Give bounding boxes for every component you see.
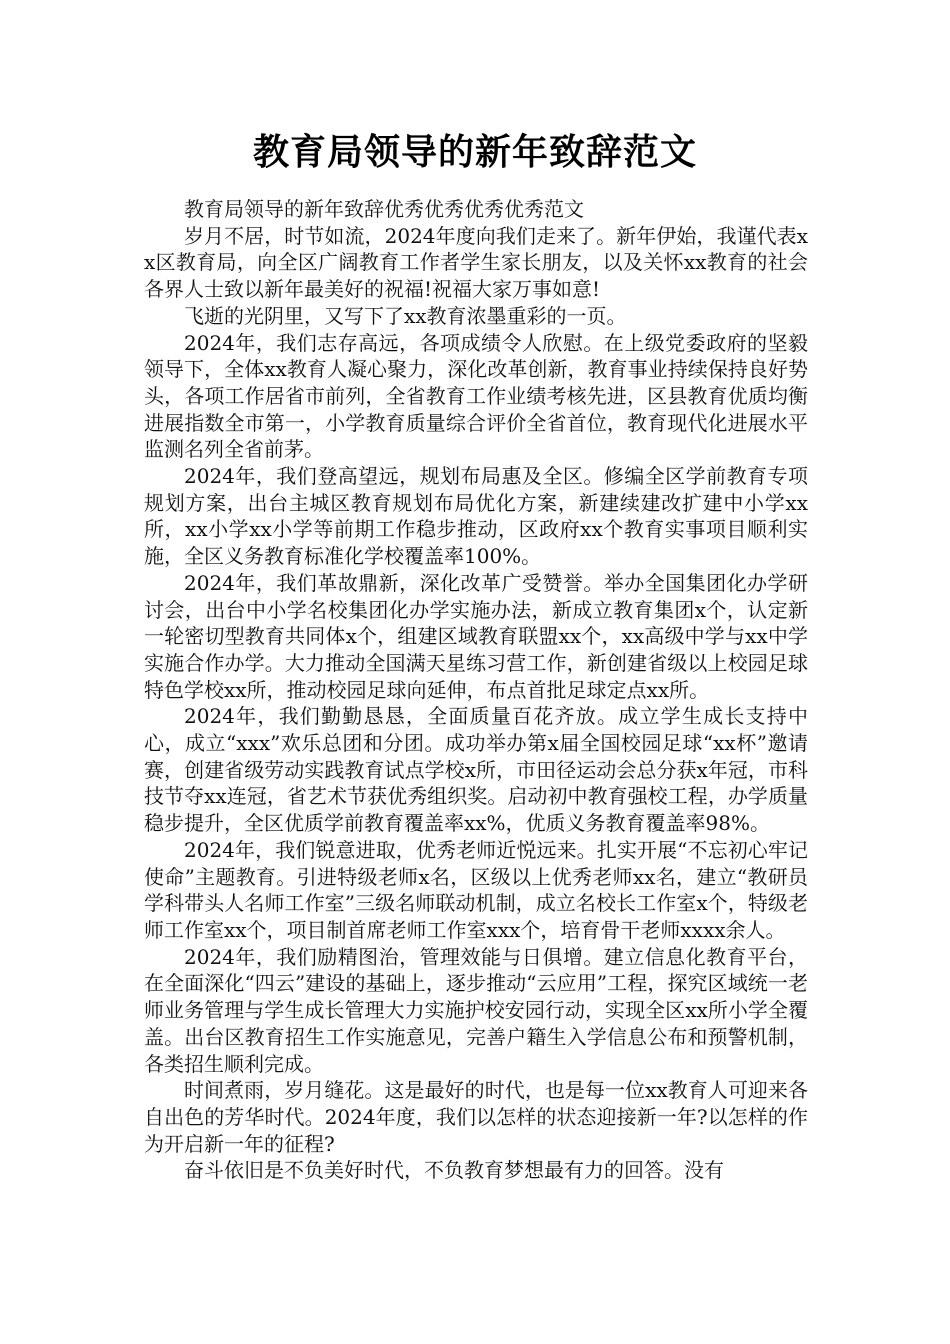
document-title: 教育局领导的新年致辞范文: [252, 132, 697, 173]
paragraph: 2024年，我们勤勤恳恳，全面质量百花齐放。成立学生成长支持中心，成立“xxx”欢乐总团和分团。成功举办第x届全国校园足球“xx杯”邀请赛，创建省级劳动实践教育试点学校x所，市田径运动会总分获x年冠，市科技节夺xx连冠，省艺术节获优秀组织奖。启动初中教育强校工程，办学质量稳步提升，全区优质学前教育覆盖率xx%，优质义务教育覆盖率98%。: [144, 704, 808, 836]
paragraph: 2024年，我们锐意进取，优秀老师近悦远来。扎实开展“不忘初心牢记使命”主题教育。引进特级老师x名，区级以上优秀老师xx名，建立“教研员学科带头人名师工作室”三级名师联动机制，成立名校长工作室x个，特级老师工作室xx个，项目制首席老师工作室xxx个，培育骨干老师xxxx余人。: [144, 837, 808, 942]
paragraph: 2024年，我们登高望远，规划布局惠及全区。修编全区学前教育专项规划方案，出台主城区教育规划布局优化方案，新建续建改扩建中小学xx所，xx小学xx小学等前期工作稳步推动，区政府xx个教育实事项目顺利实施，全区义务教育标准化学校覆盖率100%。: [144, 464, 808, 569]
paragraph: 岁月不居，时节如流，2024年度向我们走来了。新年伊始，我谨代表xx区教育局，向全区广阔教育工作者学生家长朋友，以及关怀xx教育的社会各界人士致以新年最美好的祝福!祝福大家万事如意!: [144, 223, 808, 302]
paragraph: 奋斗依旧是不负美好时代，不负教育梦想最有力的回答。没有: [184, 1158, 724, 1183]
paragraph: 2024年，我们志存高远，各项成绩令人欣慰。在上级党委政府的坚毅领导下，全体xx教育人凝心聚力，深化改革创新，教育事业持续保持良好势头，各项工作居省市前列，全省教育工作业绩考核先进，区县教育优质均衡进展指数全市第一，小学教育质量综合评价全省首位，教育现代化进展水平监测名列全省前茅。: [144, 330, 808, 462]
document-body: [144, 196, 808, 1184]
paragraph: 时间煮雨，岁月缝花。这是最好的时代，也是每一位xx教育人可迎来各自出色的芳华时代。2024年度，我们以怎样的状态迎接新一年?以怎样的作为开启新一年的征程?: [144, 1078, 808, 1156]
paragraph: 2024年，我们励精图治，管理效能与日俱增。建立信息化教育平台，在全面深化“四云”建设的基础上，逐步推动“云应用”工程，探究区域统一老师业务管理与学生成长管理大力实施护校安园行动，实现全区xx所小学全覆盖。出台区教育招生工作实施意见，完善户籍生入学信息公布和预警机制，各类招生顺利完成。: [144, 944, 808, 1076]
paragraph-subtitle: 教育局领导的新年致辞优秀优秀优秀优秀范文: [184, 197, 584, 221]
paragraph: 2024年，我们革故鼎新，深化改革广受赞誉。举办全国集团化办学研讨会，出台中小学名校集团化办学实施办法，新成立教育集团x个，认定新一轮密切型教育共同体x个，组建区域教育联盟xx个，xx高级中学与xx中学实施合作办学。大力推动全国满天星练习营工作，新创建省级以上校园足球特色学校xx所，推动校园足球向延伸，布点首批足球定点xx所。: [144, 570, 808, 702]
paragraph: 飞逝的光阴里，又写下了xx教育浓墨重彩的一页。: [184, 303, 627, 328]
